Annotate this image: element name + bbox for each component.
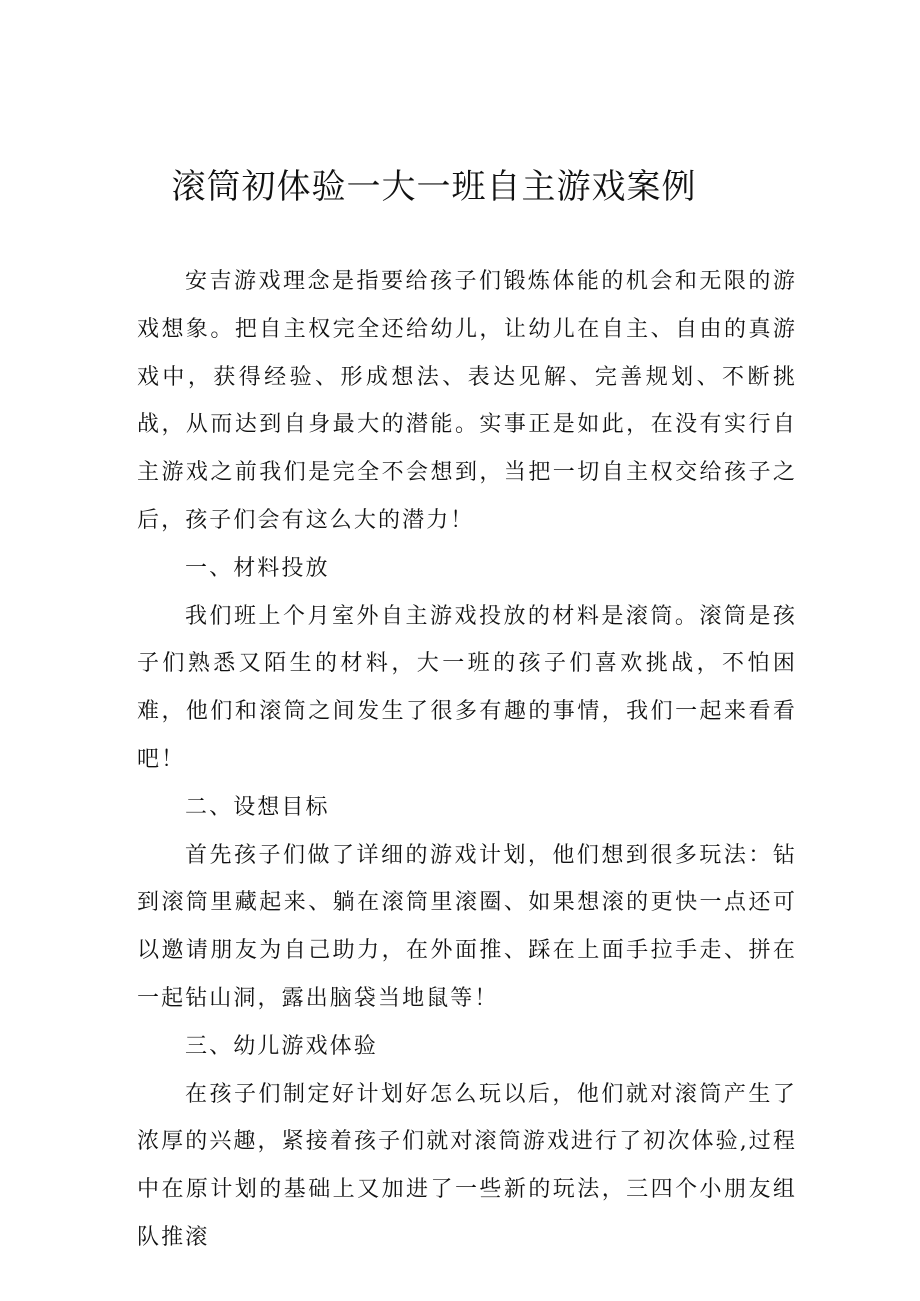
document-body — [137, 258, 797, 1262]
section-paragraph-materials: 我们班上个月室外自主游戏投放的材料是滚筒。滚筒是孩子们熟悉又陌生的材料，大一班的孩子们喜欢挑战，不怕困难，他们和滚筒之间发生了很多有趣的事情，我们一起来看看吧！ — [137, 603, 797, 772]
section-heading-materials: 一、材料投放 — [185, 555, 330, 581]
section-heading-goals: 二、设想目标 — [185, 794, 330, 820]
document-title: 滚筒初体验一大一班自主游戏案例 — [171, 167, 697, 207]
section-heading-experience: 三、幼儿游戏体验 — [185, 1033, 378, 1059]
intro-paragraph: 安吉游戏理念是指要给孩子们锻炼体能的机会和无限的游戏想象。把自主权完全还给幼儿，让幼儿在自主、自由的真游戏中，获得经验、形成想法、表达见解、完善规划、不断挑战，从而达到自身最大的潜能。实事正是如此，在没有实行自主游戏之前我们是完全不会想到，当把一切自主权交给孩子之后，孩子们会有这么大的潜力！ — [137, 269, 797, 533]
section-paragraph-experience: 在孩子们制定好计划好怎么玩以后，他们就对滚筒产生了浓厚的兴趣，紧接着孩子们就对滚筒游戏进行了初次体验,过程中在原计划的基础上又加进了一些新的玩法，三四个小朋友组队推滚 — [137, 1081, 797, 1250]
section-paragraph-goals: 首先孩子们做了详细的游戏计划，他们想到很多玩法：钻到滚筒里藏起来、躺在滚筒里滚圈、如果想滚的更快一点还可以邀请朋友为自己助力，在外面推、踩在上面手拉手走、拼在一起钻山洞，露出脑袋当地鼠等！ — [137, 842, 797, 1011]
